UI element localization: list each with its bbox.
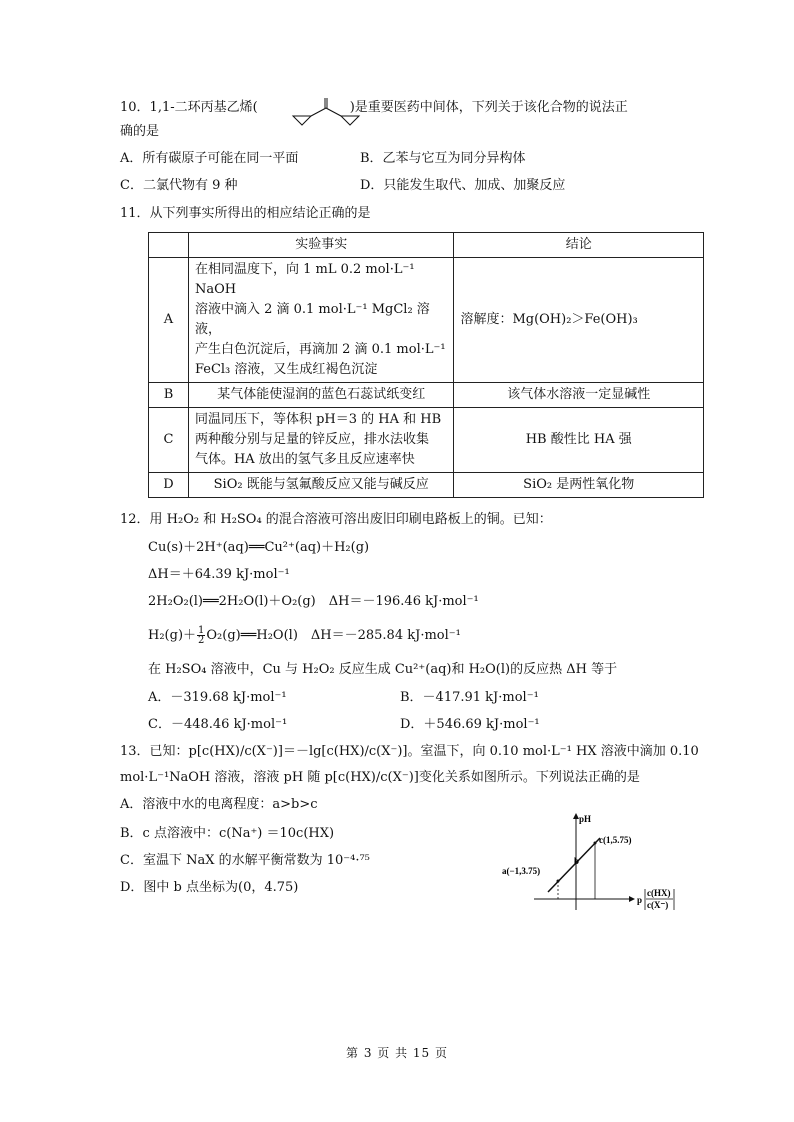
row-conclusion: 该气体水溶液一定显碱性	[454, 383, 704, 408]
fact-line: FeCl₃ 溶液，又生成红褐色沉淀	[194, 362, 378, 377]
row-key: A	[149, 258, 189, 383]
x-axis-frac-num: c(HX)	[647, 888, 671, 898]
q11-stem: 11．从下列事实所得出的相应结论正确的是	[120, 206, 371, 221]
fact-line: 产生白色沉淀后，再滴加 2 滴 0.1 mol·L⁻¹	[194, 342, 446, 357]
q12-stem: 12．用 H₂O₂ 和 H₂SO₄ 的混合溶液可溶出废旧印刷电路板上的铜。已知：	[120, 512, 552, 527]
table-header-cell: 实验事实	[188, 233, 453, 258]
fact-line: 溶液中滴入 2 滴 0.1 mol·L⁻¹ MgCl₂ 溶液，	[194, 302, 430, 337]
q10-stem-a: 10．1,1-二环丙基乙烯(	[120, 100, 258, 115]
q12-question: 在 H₂SO₄ 溶液中，Cu 与 H₂O₂ 反应生成 Cu²⁺(aq)和 H₂O(l)的反应热 ΔH 等于	[148, 662, 618, 677]
row-key: D	[149, 473, 189, 498]
row-conclusion: 溶解度：Mg(OH)₂＞Fe(OH)₃	[454, 258, 704, 383]
row-key: B	[149, 383, 189, 408]
table-header-cell: 结论	[454, 233, 704, 258]
table-header-row	[149, 233, 704, 258]
row-conclusion: SiO₂ 是两性氧化物	[454, 473, 704, 498]
q13-option-a: A．溶液中水的电离程度：a>b>c	[120, 797, 318, 812]
q10-option-d: D．只能发生取代、加成、加聚反应	[360, 178, 566, 193]
q12-equation-3	[148, 626, 461, 645]
table-header-cell	[149, 233, 189, 258]
row-fact: 某气体能使湿润的蓝色石蕊试纸变红	[188, 383, 453, 408]
q13-option-c: C．室温下 NaX 的水解平衡常数为 10⁻⁴·⁷⁵	[120, 853, 370, 868]
y-axis-label: pH	[579, 814, 592, 824]
fraction-denominator: 2	[198, 635, 205, 646]
q13-stem-line2: mol·L⁻¹NaOH 溶液，溶液 pH 随 p[c(HX)/c(X⁻)]变化关系如图所示。下列说法正确的是	[120, 770, 640, 785]
fact-line: 在相同温度下，向 1 mL 0.2 mol·L⁻¹ NaOH	[194, 262, 415, 297]
fact-line: 气体。HA 放出的氢气多且反应速率快	[194, 452, 415, 467]
x-axis-label-p: p	[637, 895, 643, 905]
eq3-part-b: O₂(g)══H₂O(l) ΔH＝－285.84 kJ·mol⁻¹	[206, 628, 461, 643]
q12-equation-1: Cu(s)＋2H⁺(aq)══Cu²⁺(aq)＋H₂(g)	[148, 540, 370, 555]
ph-graph	[500, 808, 680, 918]
point-a-label: a(−1,3.75)	[502, 866, 541, 876]
q12-delta-h-1: ΔH＝＋64.39 kJ·mol⁻¹	[148, 567, 290, 582]
q10-option-b: B．乙苯与它互为同分异构体	[360, 151, 526, 166]
q12-option-c: C．－448.46 kJ·mol⁻¹	[148, 717, 288, 732]
q10-stem-line1	[120, 100, 628, 116]
q13-option-d: D．图中 b 点坐标为(0，4.75)	[120, 880, 299, 895]
q12-option-a: A．－319.68 kJ·mol⁻¹	[148, 690, 287, 705]
point-a-marker	[557, 880, 560, 883]
fraction-numerator: 1	[198, 625, 205, 636]
eq3-part-a: H₂(g)＋	[148, 628, 197, 643]
point-c-marker	[594, 842, 597, 845]
q12-option-b: B．－417.91 kJ·mol⁻¹	[400, 690, 539, 705]
table-row	[149, 383, 704, 408]
q10-option-a: A．所有碳原子可能在同一平面	[120, 151, 299, 166]
page-footer: 第 3 页 共 15 页	[346, 1046, 448, 1060]
q12-option-d: D．＋546.69 kJ·mol⁻¹	[400, 717, 540, 732]
q13-stem-line1: 13．已知：p[c(HX)/c(X⁻)]＝－lg[c(HX)/c(X⁻)]。室温下，向 0.10 mol·L⁻¹ HX 溶液中滴加 0.10	[120, 744, 699, 759]
q12-equation-2: 2H₂O₂(l)══2H₂O(l)＋O₂(g) ΔH＝－196.46 kJ·mol⁻¹	[148, 594, 479, 609]
table-row	[149, 408, 704, 473]
half-fraction	[197, 626, 205, 645]
row-fact: SiO₂ 既能与氢氟酸反应又能与碱反应	[188, 473, 453, 498]
q13-option-b: B．c 点溶液中：c(Na⁺) ＝10c(HX)	[120, 826, 335, 841]
point-c-label: c(1,5.75)	[599, 835, 632, 845]
q10-stem-b: )是重要医药中间体，下列关于该化合物的说法正	[349, 100, 628, 115]
row-key: C	[149, 408, 189, 473]
x-axis-frac-den: c(X⁻)	[647, 900, 669, 910]
row-fact	[188, 258, 453, 383]
table-row	[149, 473, 704, 498]
table-row	[149, 258, 704, 383]
q11-table	[148, 232, 704, 498]
q10-option-c: C．二氯代物有 9 种	[120, 178, 238, 193]
cyclopropyl-structure-icon	[285, 96, 365, 128]
row-conclusion: HB 酸性比 HA 强	[454, 408, 704, 473]
point-b-label: b	[574, 856, 580, 866]
q10-stem-line2: 确的是	[120, 124, 160, 139]
fact-line: 同温同压下，等体积 pH＝3 的 HA 和 HB	[194, 412, 442, 427]
fact-line: 两种酸分别与足量的锌反应，排水法收集	[194, 432, 429, 447]
row-fact	[188, 408, 453, 473]
